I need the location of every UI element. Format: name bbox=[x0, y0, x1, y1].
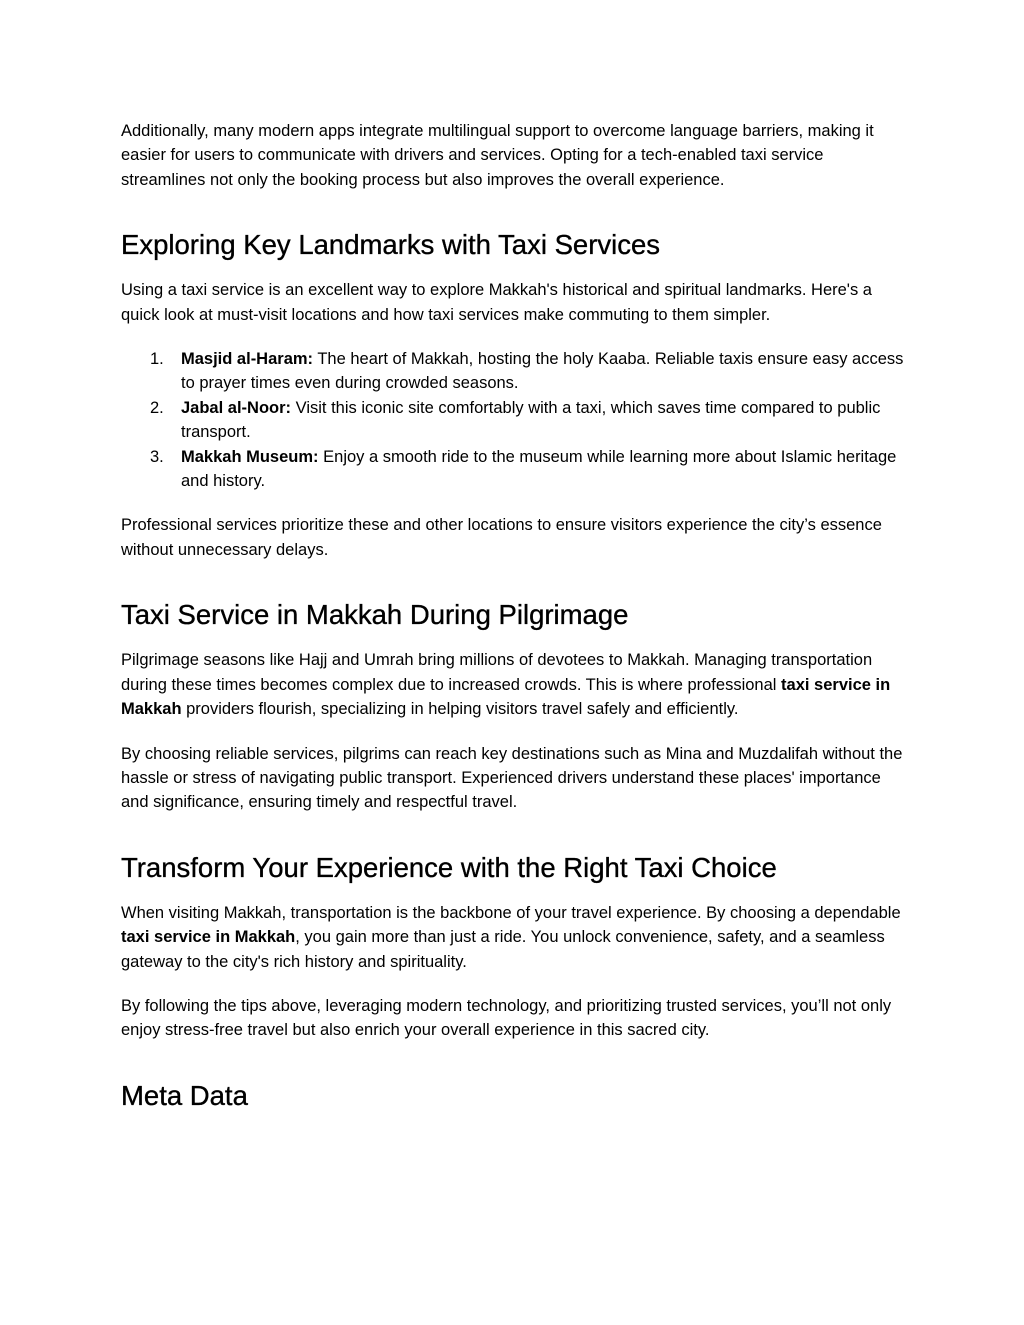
list-item bbox=[121, 396, 906, 445]
document-page bbox=[121, 119, 906, 1113]
landmarks-heading: Exploring Key Landmarks with Taxi Services bbox=[121, 229, 661, 261]
transform-p1-keyword: taxi service in Makkah bbox=[121, 928, 296, 947]
landmarks-list bbox=[121, 347, 906, 493]
transform-p1-text-end: , you gain more than just a ride. You unlock convenience, safety, and a seamless gateway to the city's rich history and spirituality. bbox=[121, 928, 885, 971]
pilgrimage-paragraph-1 bbox=[121, 648, 906, 721]
pilgrimage-paragraph-2: By choosing reliable services, pilgrims can reach key destinations such as Mina and Muzdalifah without the hassle or stress of navigating public transport. Experienced drivers understand these places' importance and significance, ensuring timely and respectful travel. bbox=[121, 744, 903, 812]
pilgrimage-p1-keyword: taxi service in Makkah bbox=[121, 675, 891, 719]
landmarks-closing-paragraph: Professional services prioritize these and other locations to ensure visitors experience the city’s essence without unnecessary delays. bbox=[121, 516, 882, 559]
pilgrimage-p1-text-start: Pilgrimage seasons like Hajj and Umrah bring millions of devotees to Makkah. Managing transportation during these times becomes complex due to increased crowds. This is where professional bbox=[121, 651, 873, 694]
list-item bbox=[121, 347, 906, 396]
pilgrimage-p1-text-end: providers flourish, specializing in helping visitors travel safely and efficiently. bbox=[181, 700, 739, 719]
pilgrimage-heading: Taxi Service in Makkah During Pilgrimage bbox=[121, 599, 629, 631]
transform-paragraph-2: By following the tips above, leveraging modern technology, and prioritizing trusted services, you’ll not only enjoy stress-free travel but also enrich your overall experience in this sacred city. bbox=[121, 996, 892, 1040]
transform-heading: Transform Your Experience with the Right Taxi Choice bbox=[121, 851, 777, 883]
list-item-title: Masjid al-Haram: bbox=[181, 350, 314, 369]
intro-paragraph: Additionally, many modern apps integrate multilingual support to overcome language barriers, making it easier for users to communicate with drivers and services. Opting for a tech-enabled taxi service streamlines not only the booking process but also improves the overall experience. bbox=[121, 122, 874, 189]
list-item-title: Makkah Museum: bbox=[181, 447, 319, 466]
list-item-number: 3. bbox=[150, 447, 164, 466]
list-item bbox=[121, 445, 906, 494]
meta-data-heading: Meta Data bbox=[121, 1079, 248, 1111]
landmarks-intro-paragraph: Using a taxi service is an excellent way to explore Makkah's historical and spiritual landmarks. Here's a quick look at must-visit locations and how taxi services make commuting to them simpler. bbox=[121, 281, 872, 324]
list-item-text: The heart of Makkah, hosting the holy Kaaba. Reliable taxis ensure easy access to prayer times even during crowded seasons. bbox=[181, 350, 904, 393]
list-item-text: Visit this iconic site comfortably with a taxi, which saves time compared to public transport. bbox=[181, 398, 881, 442]
list-item-number: 2. bbox=[150, 398, 164, 417]
transform-p1-text-start: When visiting Makkah, transportation is the backbone of your travel experience. By choosing a dependable bbox=[121, 903, 901, 922]
list-item-number: 1. bbox=[150, 350, 164, 369]
list-item-title: Jabal al-Noor: bbox=[181, 398, 292, 417]
transform-paragraph-1 bbox=[121, 901, 906, 974]
list-item-text: Enjoy a smooth ride to the museum while learning more about Islamic heritage and history. bbox=[181, 447, 897, 491]
